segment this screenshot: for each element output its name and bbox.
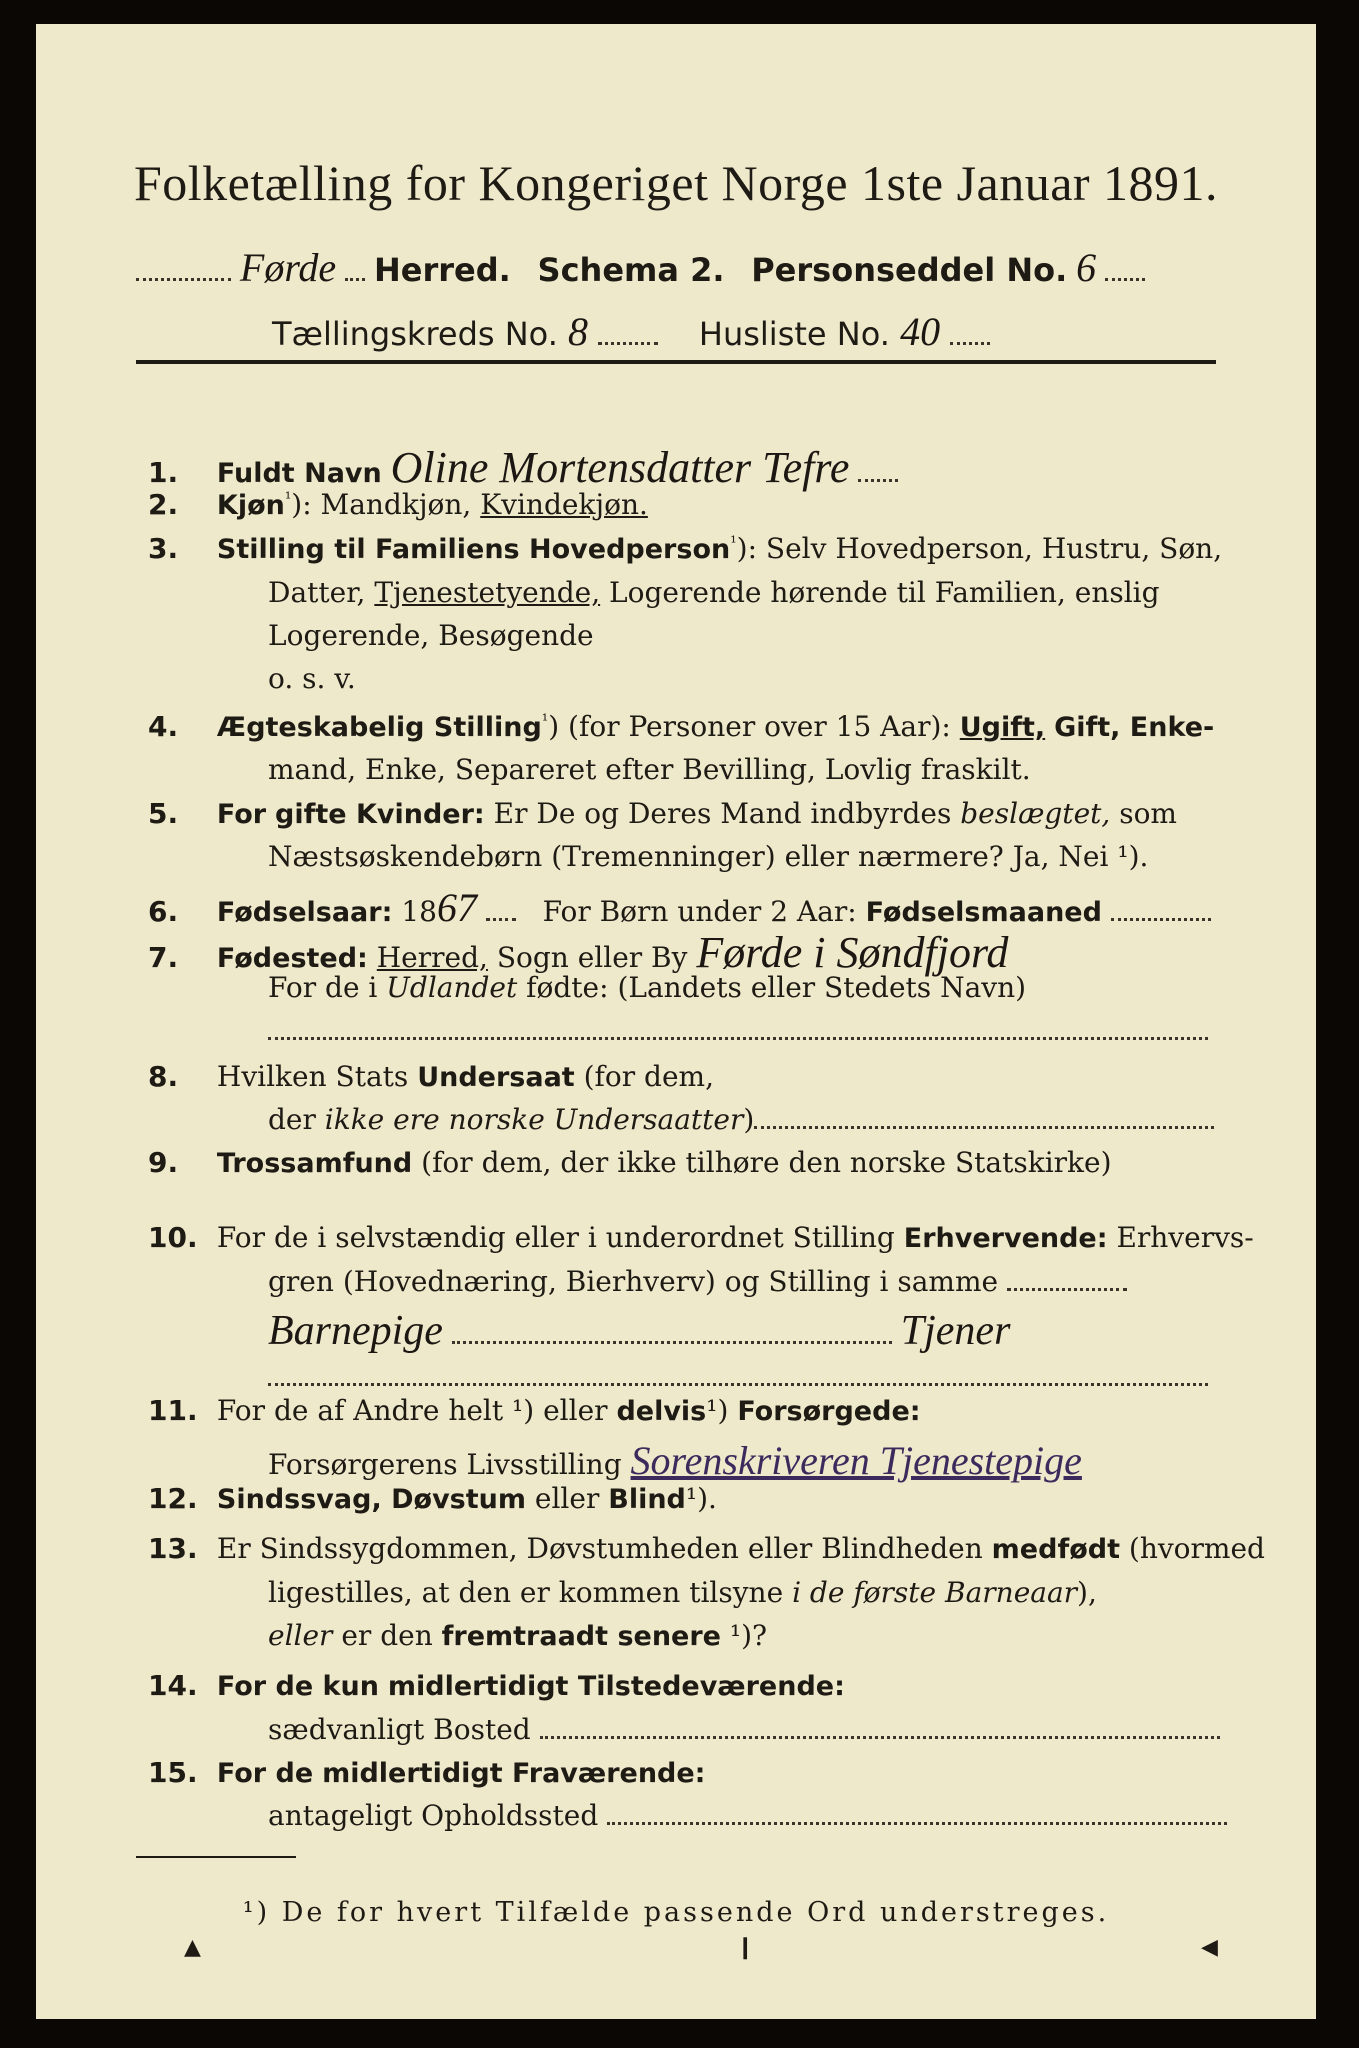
medfodt-text: eller	[268, 1619, 333, 1652]
medfodt-text: (hvormed	[1128, 1532, 1265, 1565]
registration-mark-icon: ▲	[184, 1935, 201, 1960]
bosted-text: sædvanligt Bosted	[268, 1713, 531, 1746]
dotted-leader[interactable]	[540, 1735, 1220, 1739]
schema-label: Schema 2.	[537, 251, 725, 289]
field-number: 11.	[148, 1394, 198, 1427]
fodselsaar-value[interactable]: 67	[436, 885, 477, 930]
field-number: 3.	[148, 532, 179, 565]
dotted-leader	[1105, 277, 1145, 281]
field-8-line-2: der ikke ere norske Undersaatter)	[268, 1103, 1214, 1136]
field-8	[148, 1060, 714, 1093]
field-number: 15.	[148, 1756, 198, 1789]
medfodt-label: medfødt	[991, 1534, 1120, 1565]
forsorget-text: For de af Andre helt ¹) eller	[216, 1394, 608, 1427]
dotted-leader[interactable]	[268, 1382, 1208, 1386]
footnote-ref: ¹	[730, 532, 737, 552]
stilling-selected[interactable]: Tjenestetyende,	[374, 576, 601, 609]
udland-text: fødte: (Landets eller Stedets Navn)	[526, 971, 1027, 1004]
field-6	[148, 884, 1211, 931]
field-10-blank	[268, 1360, 1208, 1393]
aegteskab-text: ) (for Personer over 15 Aar):	[548, 710, 951, 743]
field-5	[148, 797, 1177, 830]
aegteskab-selected[interactable]: Ugift,	[959, 712, 1046, 743]
field-11-line-2	[268, 1437, 1082, 1484]
field-15-line-2	[268, 1799, 1227, 1832]
fravaerende-label: midlertidigt Fraværende:	[322, 1758, 706, 1789]
field-3-line-2	[268, 576, 1160, 609]
erhverv-text: Erhvervs-	[1116, 1221, 1254, 1254]
field-15	[148, 1756, 705, 1789]
fodested-selected[interactable]: Herred,	[376, 941, 488, 974]
fodselsaar-label: Fødselsaar:	[216, 897, 393, 928]
medfodt-text: Er Sindssygdommen, Døvstumheden eller Blindheden	[216, 1532, 983, 1565]
field-number: 8.	[148, 1060, 179, 1093]
fodselsmaaned-text: For Børn under 2 Aar:	[542, 895, 857, 928]
field-3	[148, 532, 1222, 565]
stilling-label: Stilling til Familiens Hovedperson	[216, 534, 731, 565]
personseddel-value[interactable]: 6	[1076, 245, 1097, 290]
dotted-leader	[345, 277, 365, 281]
dotted-leader	[1111, 917, 1211, 921]
dotted-leader	[136, 277, 231, 281]
gifte-label: gifte Kvinder:	[275, 799, 485, 830]
sindssvag-text: eller	[534, 1482, 600, 1515]
dotted-leader[interactable]	[268, 1036, 1208, 1040]
field-13-line-3	[268, 1619, 767, 1652]
gifte-text: som	[1119, 797, 1177, 830]
stilling-options: ): Selv Hovedperson, Hustru, Søn,	[736, 532, 1223, 565]
fuldt-navn-value[interactable]: Oline Mortensdatter Tefre	[390, 443, 850, 492]
erhverv-value[interactable]: Barnepige	[268, 1308, 443, 1354]
field-14-line-2	[268, 1713, 1220, 1746]
forsorger-text: Forsørgerens Livsstilling	[268, 1448, 622, 1481]
erhverv-label: Erhvervende:	[903, 1223, 1108, 1254]
stilling-options: o. s. v.	[268, 662, 356, 695]
form-title: Folketælling for Kongeriget Norge 1ste Januar 1891.	[133, 155, 1219, 211]
forsorger-value[interactable]: Sorenskriveren Tjenestepige	[630, 1438, 1082, 1483]
footnote-rule	[136, 1856, 296, 1858]
fuldt-navn-label: Fuldt Navn	[216, 458, 382, 489]
fodselsaar-prefix: 18	[401, 895, 437, 928]
field-13-line-2: ligestilles, at den er kommen tilsyne i de første Barneaar),	[268, 1576, 1097, 1609]
field-2	[148, 488, 648, 521]
forsorget-label: delvis	[616, 1396, 707, 1427]
kjon-selected[interactable]: Kvindekjøn.	[480, 488, 648, 521]
sindssvag-label: Blind	[608, 1484, 686, 1515]
dotted-leader[interactable]	[607, 1821, 1227, 1825]
trossamfund-label: Trossamfund	[216, 1148, 413, 1179]
dotted-leader[interactable]	[754, 1125, 1214, 1129]
gifte-question: Næstsøskendebørn (Tremenninger) eller nærmere? Ja, Nei ¹).	[268, 840, 1149, 873]
kreds-line	[272, 308, 990, 355]
erhverv-text: gren (Hovednæring, Bierhverv) og Stilling i samme	[268, 1265, 999, 1298]
field-12	[148, 1482, 717, 1515]
fravaerende-text: For de	[216, 1758, 314, 1789]
field-11	[148, 1394, 921, 1427]
footnote-ref: ¹).	[685, 1482, 717, 1515]
gifte-label: For	[216, 799, 267, 830]
sindssvag-label: Sindssvag, Døvstum	[216, 1484, 526, 1515]
field-7-blank	[268, 1014, 1208, 1047]
undersaat-text: ikke ere norske Undersaatter	[324, 1103, 744, 1136]
footnote-ref: ¹)?	[729, 1619, 768, 1652]
undersaat-label: Undersaat	[417, 1062, 575, 1093]
forsorget-label: Forsørgede:	[737, 1396, 921, 1427]
husliste-value[interactable]: 40	[900, 309, 941, 354]
stilling-value[interactable]: Tjener	[900, 1308, 1011, 1354]
tilstede-label: midlertidigt Tilstedeværende:	[387, 1671, 845, 1702]
registration-mark-icon: ❙	[736, 1935, 755, 1960]
fremtraadt-label: fremtraadt senere	[441, 1621, 721, 1652]
registration-mark-icon: ◀	[1201, 1935, 1218, 1960]
udland-text: Udlandet	[386, 971, 518, 1004]
kreds-value[interactable]: 8	[568, 309, 589, 354]
undersaat-text: der	[268, 1103, 316, 1136]
erhverv-text: For de i selvstændig eller i underordnet Stilling	[216, 1221, 895, 1254]
husliste-label: Husliste No.	[698, 315, 890, 353]
field-number: 12.	[148, 1482, 198, 1515]
dotted-leader	[950, 341, 990, 345]
herred-label: Herred.	[374, 251, 511, 289]
footnote-ref: ¹	[284, 488, 292, 508]
medfodt-text: er den	[341, 1619, 433, 1652]
field-9	[148, 1146, 1112, 1179]
field-13	[148, 1532, 1265, 1565]
footnote: ¹) De for hvert Tilfælde passende Ord understreges.	[242, 1897, 1110, 1928]
fodested-value[interactable]: Førde i Søndfjord	[696, 928, 1009, 977]
medfodt-text: i de første Barneaar	[792, 1576, 1078, 1609]
stilling-options: Datter,	[268, 576, 366, 609]
kjon-label: Kjøn	[216, 490, 285, 521]
kjon-options: ): Mandkjøn,	[291, 488, 472, 521]
fodested-label: Fødested:	[216, 943, 368, 974]
dotted-leader	[1007, 1287, 1127, 1291]
gifte-text: beslægtet,	[960, 797, 1111, 830]
fodested-options: Sogn eller By	[496, 941, 688, 974]
kreds-label: Tællingskreds No.	[272, 315, 558, 353]
field-number: 6.	[148, 895, 179, 928]
undersaat-text: Hvilken Stats	[216, 1060, 409, 1093]
field-10	[148, 1221, 1254, 1254]
fodselsmaaned-label: Fødselsmaaned	[865, 897, 1102, 928]
stilling-options: Logerende, Besøgende	[268, 619, 594, 652]
aegteskab-options: Gift, Enke-	[1054, 712, 1215, 743]
footnote-ref: ¹)	[706, 1394, 729, 1427]
dotted-leader	[858, 478, 898, 482]
herred-line	[136, 244, 1145, 291]
aegteskab-label: Ægteskabelig Stilling	[216, 712, 542, 743]
field-number: 1.	[148, 456, 179, 489]
stilling-options: Logerende hørende til Familien, enslig	[609, 576, 1160, 609]
field-number: 7.	[148, 941, 179, 974]
tilstede-text: For de kun	[216, 1671, 379, 1702]
dotted-leader	[486, 917, 516, 921]
field-number: 5.	[148, 797, 179, 830]
medfodt-text: ligestilles, at den er kommen tilsyne	[268, 1576, 784, 1609]
personseddel-label: Personseddel No.	[751, 251, 1068, 289]
field-number: 9.	[148, 1146, 179, 1179]
gifte-text: Er De og Deres Mand indbyrdes	[493, 797, 952, 830]
field-number: 14.	[148, 1669, 198, 1702]
field-number: 10.	[148, 1221, 198, 1254]
field-number: 13.	[148, 1532, 198, 1565]
field-7-line-2	[268, 971, 1026, 1004]
dotted-leader	[452, 1340, 892, 1344]
field-number: 2.	[148, 488, 179, 521]
header-rule	[136, 360, 1216, 364]
trossamfund-text: (for dem, der ikke tilhøre den norske Statskirke)	[421, 1146, 1112, 1179]
field-number: 4.	[148, 710, 179, 743]
opholdssted-text: antageligt Opholdssted	[268, 1799, 599, 1832]
udland-text: For de i	[268, 971, 378, 1004]
census-form	[36, 24, 1316, 2019]
field-10-line-2	[268, 1265, 1127, 1298]
dotted-leader	[598, 341, 658, 345]
herred-value[interactable]: Førde	[239, 245, 337, 290]
footnote-ref: ¹	[541, 710, 549, 730]
aegteskab-options: mand, Enke, Separeret efter Bevilling, Lovlig fraskilt.	[268, 753, 1031, 786]
undersaat-text: (for dem,	[583, 1060, 714, 1093]
field-4	[148, 710, 1214, 743]
field-14	[148, 1669, 845, 1702]
field-10-value	[268, 1307, 1010, 1355]
field-1	[148, 442, 898, 493]
